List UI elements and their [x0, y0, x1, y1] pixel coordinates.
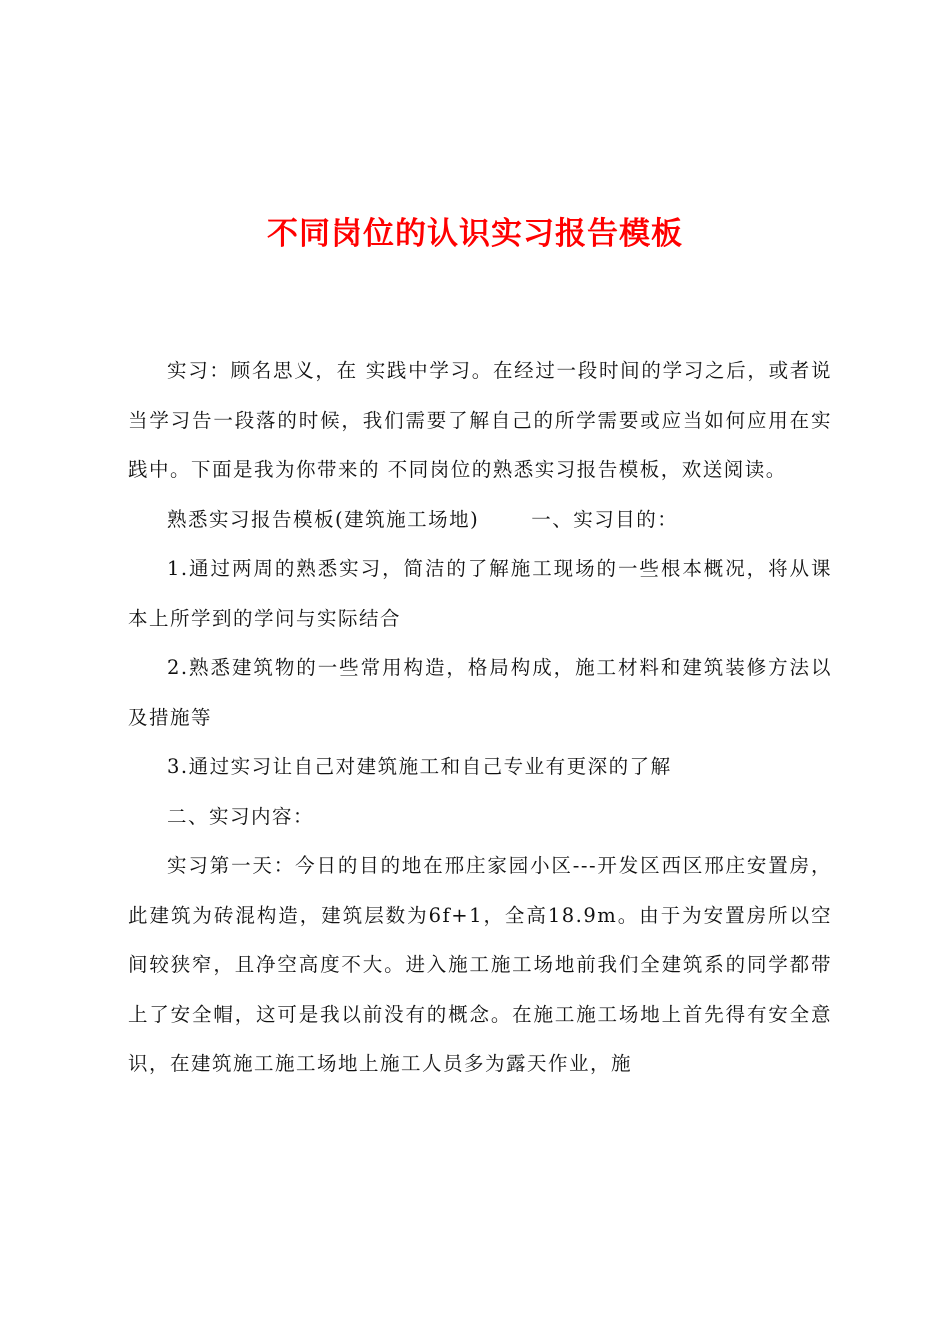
- goal-2-paragraph: 2.熟悉建筑物的一些常用构造，格局构成，施工材料和建筑装修方法以及措施等: [128, 656, 832, 729]
- section-heading-right: 一、实习目的：: [531, 507, 679, 531]
- section-heading-left: 熟悉实习报告模板(建筑施工场地): [167, 507, 480, 531]
- intro-paragraph: 实习：顾名思义，在 实践中学习。在经过一段时间的学习之后，或者说当学习告一段落的时候，我们需要了解自己的所学需要或应当如何应用在实践中。下面是我为你带来的 不同岗位的熟悉实习报告模板，欢送阅读。: [128, 359, 832, 481]
- goal-3-paragraph: 3.通过实习让自己对建筑施工和自己专业有更深的了解: [167, 755, 672, 778]
- section-heading-line: [128, 495, 832, 545]
- document-body: [128, 346, 832, 1089]
- document-title: 不同岗位的认识实习报告模板: [267, 216, 683, 252]
- content-heading: 二、实习内容：: [167, 804, 315, 828]
- day-1-paragraph: 实习第一天：今日的目的地在邢庄家园小区---开发区西区邢庄安置房，此建筑为砖混构造，建筑层数为6f+1，全高18.9m。由于为安置房所以空间较狭窄，且净空高度不大。进入施工施工场地前我们全建筑系的同学都带上了安全帽，这可是我以前没有的概念。在施工施工场地上首先得有安全意识，在建筑施工施工场地上施工人员多为露天作业，施: [128, 854, 832, 1075]
- goal-1-paragraph: 1.通过两周的熟悉实习，简洁的了解施工现场的一些根本概况，将从课本上所学到的学问与实际结合: [128, 557, 832, 630]
